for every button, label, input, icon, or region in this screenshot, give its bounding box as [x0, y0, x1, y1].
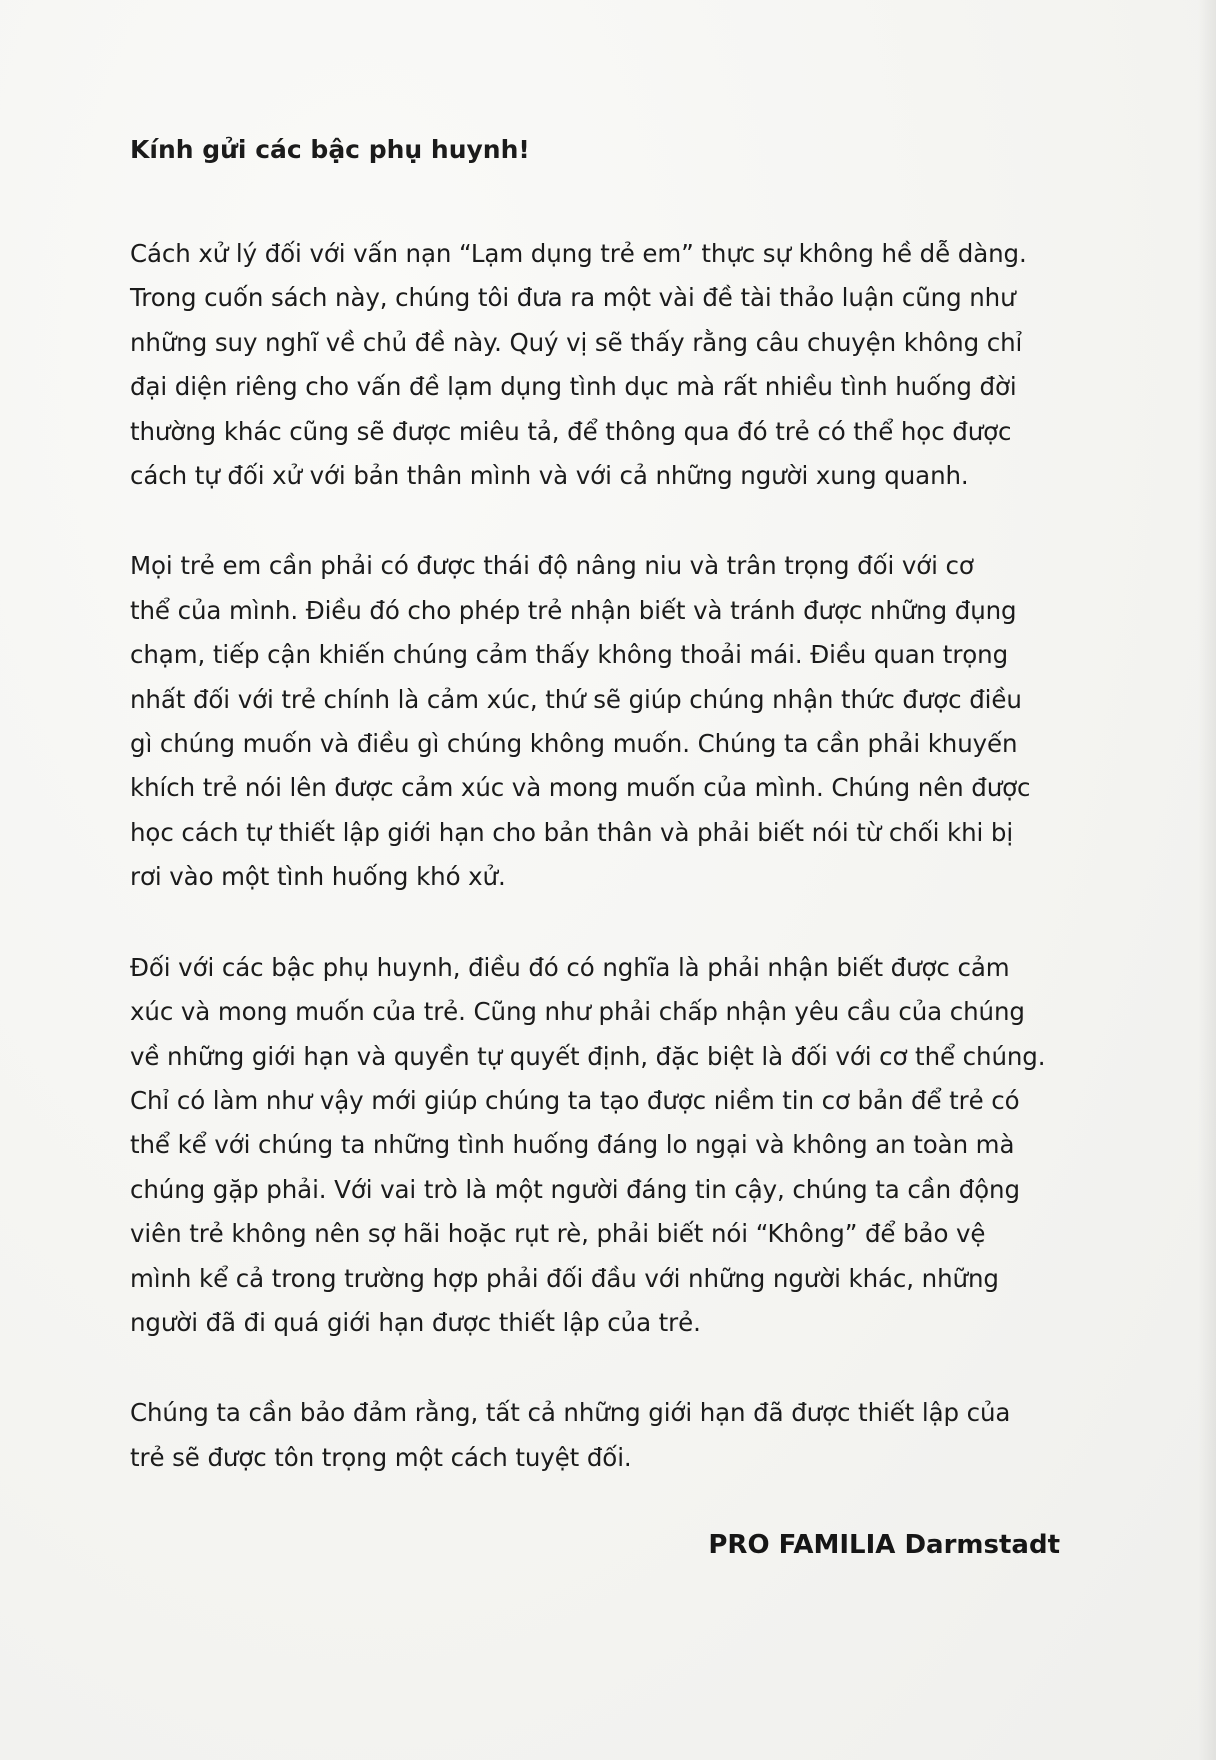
text-line: Chỉ có làm như vậy mới giúp chúng ta tạo được niềm tin cơ bản để trẻ có: [130, 1085, 1020, 1115]
letter-body: [130, 128, 1070, 1526]
paragraph-2: [130, 544, 1070, 899]
text-line: rơi vào một tình huống khó xử.: [130, 862, 506, 892]
text-line: những suy nghĩ về chủ đề này. Quý vị sẽ thấy rằng câu chuyện không chỉ: [130, 327, 1023, 357]
text-line: Đối với các bậc phụ huynh, điều đó có nghĩa là phải nhận biết được cảm: [130, 952, 1010, 982]
text-line: đại diện riêng cho vấn đề lạm dụng tình dục mà rất nhiều tình huống đời: [130, 372, 1017, 402]
text-line: Mọi trẻ em cần phải có được thái độ nâng niu và trân trọng đối với cơ: [130, 551, 974, 581]
text-line: về những giới hạn và quyền tự quyết định, đặc biệt là đối với cơ thể chúng.: [130, 1041, 1046, 1071]
text-line: người đã đi quá giới hạn được thiết lập của trẻ.: [130, 1307, 701, 1337]
paragraph-3: [130, 946, 1070, 1346]
paragraph-1: [130, 232, 1070, 498]
text-line: trẻ sẽ được tôn trọng một cách tuyệt đối.: [130, 1442, 632, 1472]
text-line: xúc và mong muốn của trẻ. Cũng như phải chấp nhận yêu cầu của chúng: [130, 997, 1025, 1027]
text-line: học cách tự thiết lập giới hạn cho bản thân và phải biết nói từ chối khi bị: [130, 817, 1014, 847]
text-line: khích trẻ nói lên được cảm xúc và mong muốn của mình. Chúng nên được: [130, 773, 1031, 803]
text-line: cách tự đối xử với bản thân mình và với cả những người xung quanh.: [130, 461, 969, 491]
paragraph-4: [130, 1391, 1070, 1480]
text-line: viên trẻ không nên sợ hãi hoặc rụt rè, phải biết nói “Không” để bảo vệ: [130, 1219, 986, 1249]
text-line: Chúng ta cần bảo đảm rằng, tất cả những giới hạn đã được thiết lập của: [130, 1398, 1011, 1428]
text-line: thể kể với chúng ta những tình huống đáng lo ngại và không an toàn mà: [130, 1130, 1015, 1160]
text-line: mình kể cả trong trường hợp phải đối đầu với những người khác, những: [130, 1263, 999, 1293]
text-line: gì chúng muốn và điều gì chúng không muốn. Chúng ta cần phải khuyến: [130, 729, 1018, 759]
text-line: thể của mình. Điều đó cho phép trẻ nhận biết và tránh được những đụng: [130, 595, 1017, 625]
page-edge-shadow: [1198, 0, 1216, 1760]
text-line: thường khác cũng sẽ được miêu tả, để thông qua đó trẻ có thể học được: [130, 416, 1012, 446]
text-line: nhất đối với trẻ chính là cảm xúc, thứ sẽ giúp chúng nhận thức được điều: [130, 684, 1022, 714]
text-line: chúng gặp phải. Với vai trò là một người đáng tin cậy, chúng ta cần động: [130, 1174, 1020, 1204]
text-line: chạm, tiếp cận khiến chúng cảm thấy không thoải mái. Điều quan trọng: [130, 640, 1009, 670]
greeting-heading: Kính gửi các bậc phụ huynh!: [130, 135, 530, 164]
text-line: Trong cuốn sách này, chúng tôi đưa ra một vài đề tài thảo luận cũng như: [130, 283, 1016, 313]
signature: PRO FAMILIA Darmstadt: [708, 1530, 1060, 1560]
text-line: Cách xử lý đối với vấn nạn “Lạm dụng trẻ em” thực sự không hề dễ dàng.: [130, 239, 1027, 268]
